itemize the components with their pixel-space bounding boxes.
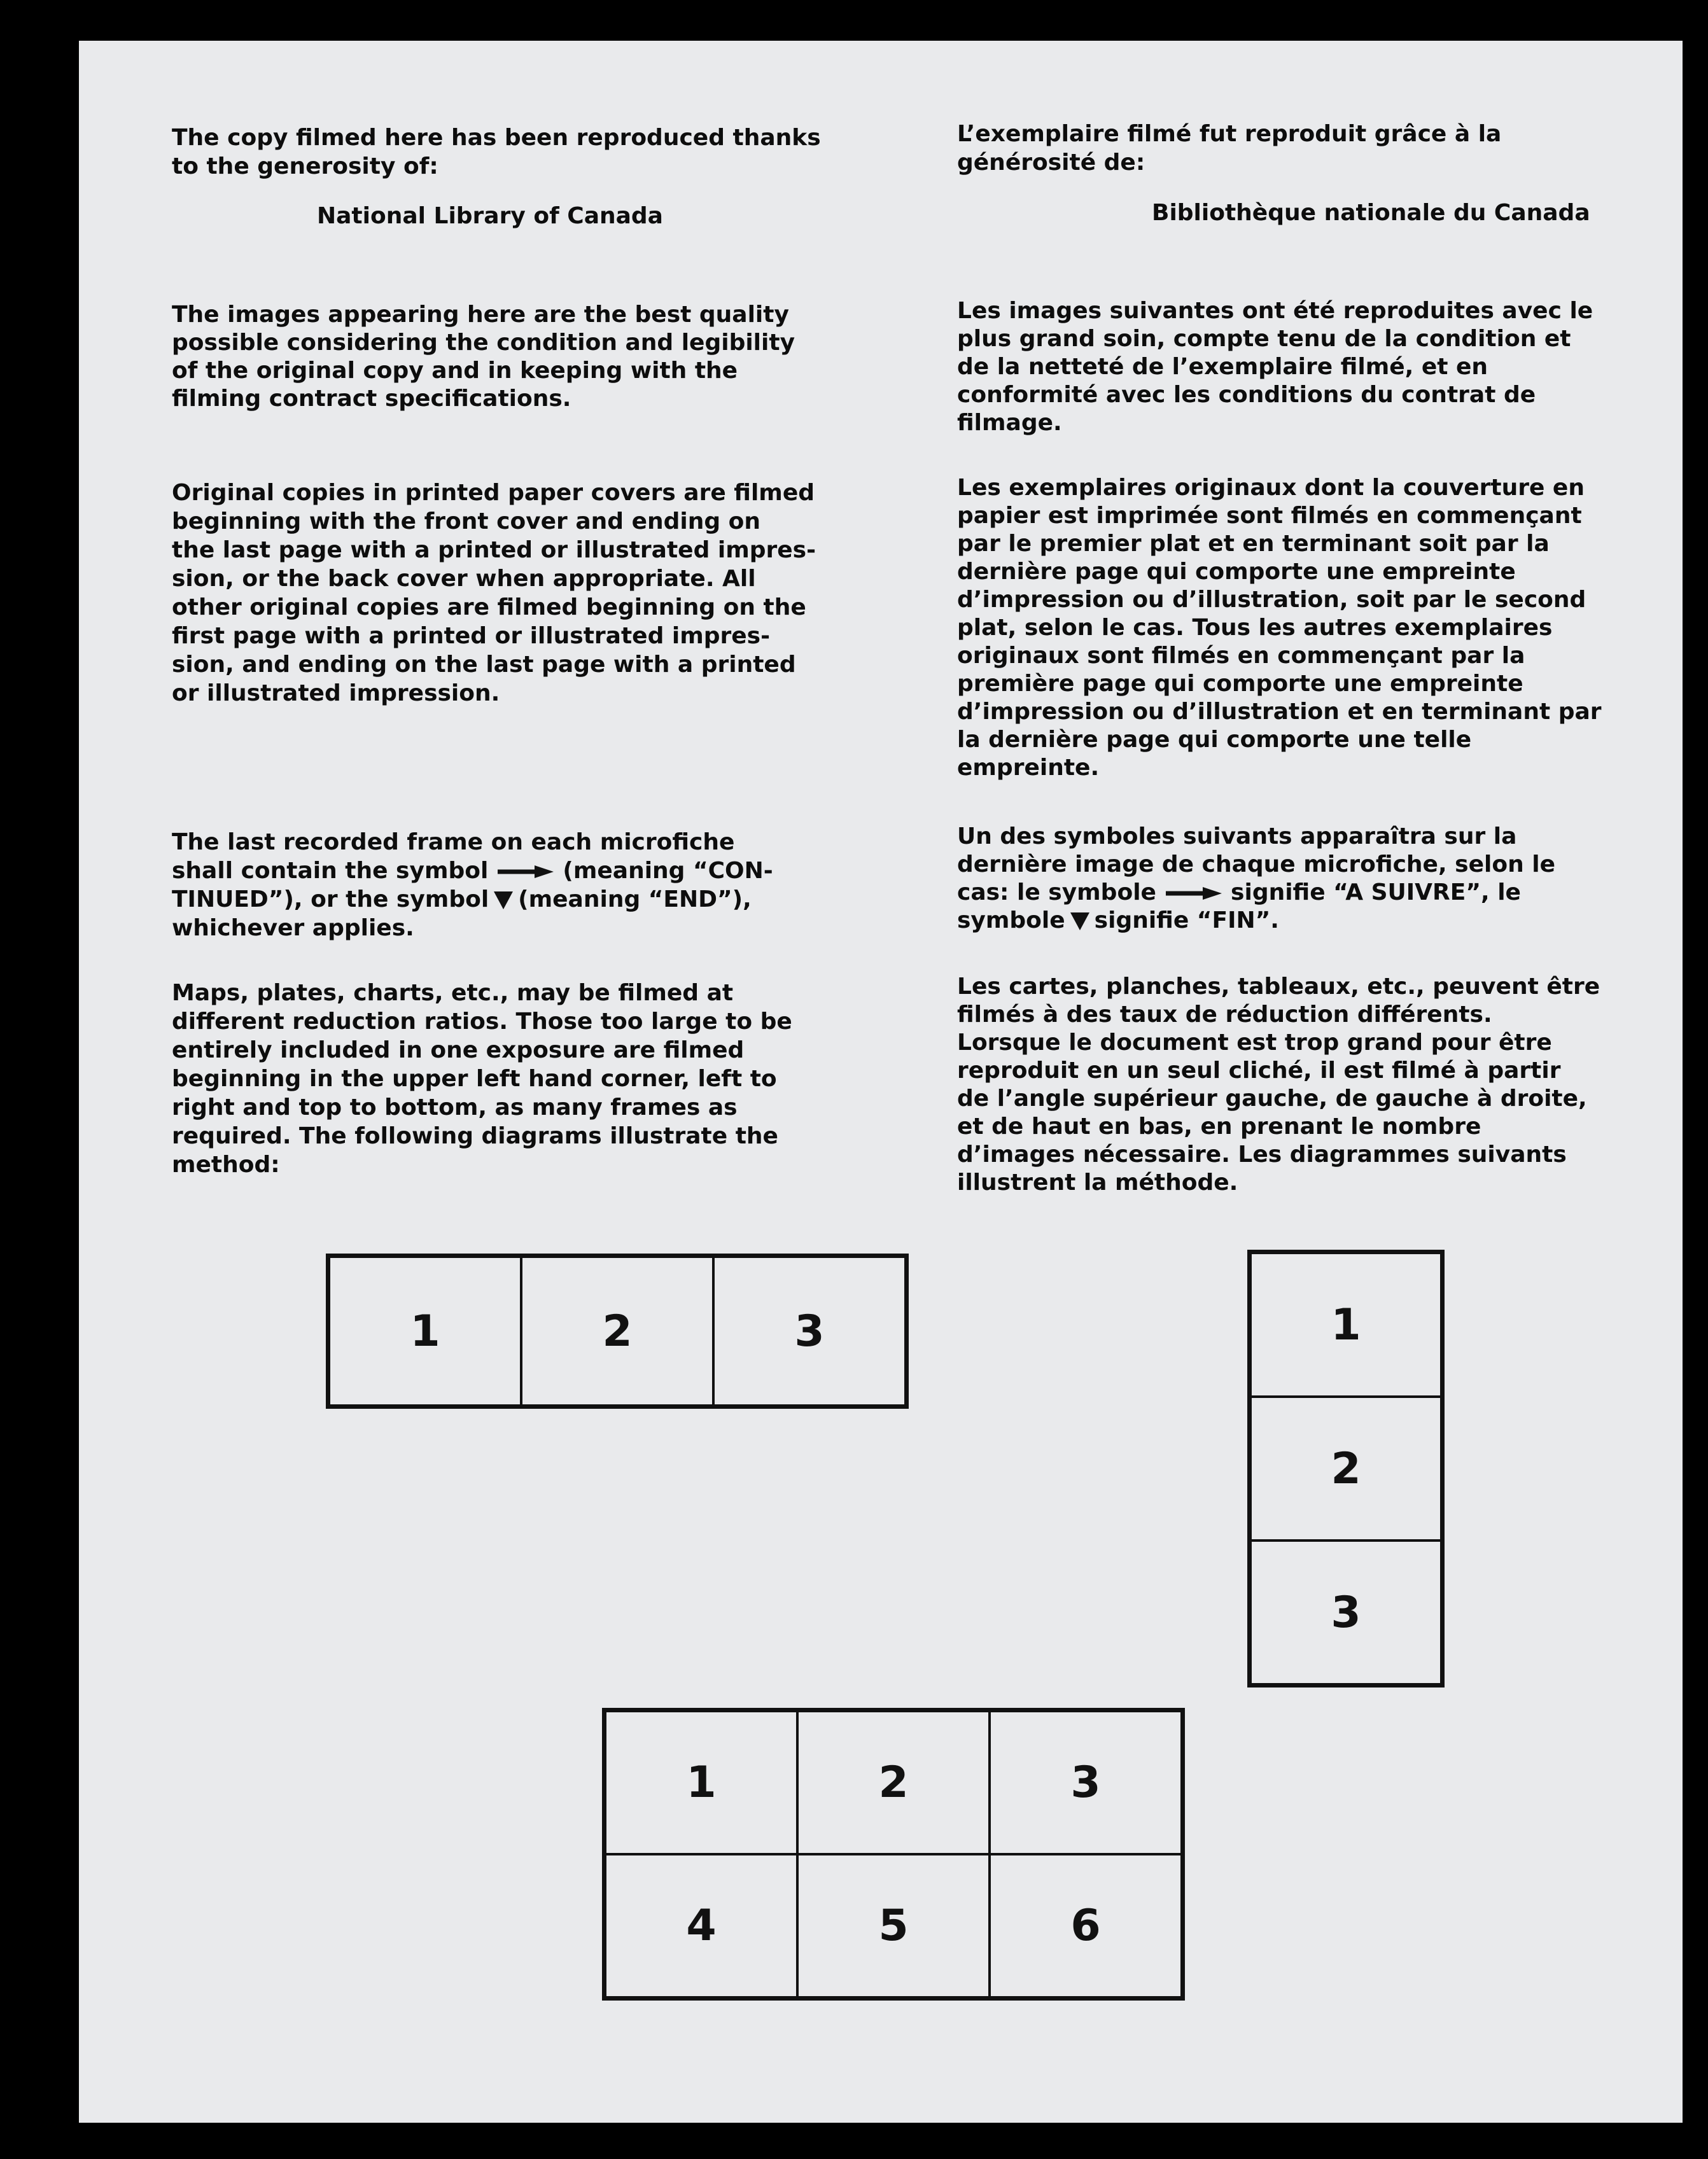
english-maps-line: entirely included in one exposure are filmed (172, 1037, 745, 1063)
english-thanks-line-1: The copy filmed here has been reproduced thanks (172, 125, 821, 151)
english-quality-line: filming contract specifications. (172, 386, 571, 412)
frame-cell: 1 (604, 1710, 799, 1855)
english-originals-line: or illustrated impression. (172, 680, 500, 706)
english-quality-line: possible considering the condition and legibility (172, 330, 795, 356)
french-originals-line: originaux sont filmés en commençant par la (957, 643, 1525, 669)
french-maps-line: Lorsque le document est trop grand pour être (957, 1030, 1552, 1056)
frame-cell: 3 (988, 1710, 1183, 1855)
frame-cell: 3 (1249, 1539, 1443, 1686)
horizontal-frames-diagram (326, 1254, 909, 1409)
french-originals-line: première page qui comporte une empreinte (957, 671, 1523, 697)
grid-frames-diagram (602, 1708, 1185, 2001)
french-originals-line: Les exemplaires originaux dont la couverture en (957, 475, 1585, 501)
french-originals-line: d’impression ou d’illustration et en terminant par (957, 699, 1602, 725)
english-originals-line: the last page with a printed or illustrated impres- (172, 537, 816, 563)
english-maps-line: Maps, plates, charts, etc., may be filmed at (172, 980, 734, 1006)
english-symbols-line (172, 885, 752, 914)
english-thanks-line-2: to the generosity of: (172, 153, 438, 179)
english-originals-line: beginning with the front cover and ending on (172, 508, 761, 535)
frame-cell: 1 (328, 1255, 522, 1407)
english-symbols-line: The last recorded frame on each microfiche (172, 829, 735, 855)
french-institution: Bibliothèque nationale du Canada (1152, 200, 1590, 226)
frame-cell: 2 (1249, 1395, 1443, 1542)
symbols-text: cas: le symbole (957, 879, 1156, 905)
french-symbols-line: dernière image de chaque microfiche, selon le (957, 851, 1556, 877)
english-maps-line: method: (172, 1152, 280, 1178)
english-maps-line: different reduction ratios. Those too large to be (172, 1009, 792, 1035)
french-maps-line: d’images nécessaire. Les diagrammes suivants (957, 1142, 1567, 1168)
right-arrow-icon (1165, 886, 1223, 901)
french-originals-line: la dernière page qui comporte une telle (957, 727, 1472, 753)
english-quality-line: The images appearing here are the best quality (172, 302, 789, 328)
symbols-text: symbole (957, 907, 1065, 933)
english-symbols-line: whichever applies. (172, 915, 414, 941)
english-maps-line: beginning in the upper left hand corner, left to (172, 1066, 777, 1092)
french-maps-line: reproduit en un seul cliché, il est filmé à partir (957, 1058, 1561, 1084)
down-triangle-icon (494, 891, 513, 909)
french-symbols-line: Un des symboles suivants apparaîtra sur la (957, 823, 1517, 849)
frame-cell: 5 (796, 1853, 991, 1999)
symbols-text: signifie “A SUIVRE”, le (1231, 879, 1521, 905)
french-thanks-line-2: générosité de: (957, 150, 1145, 176)
frame-cell: 1 (1249, 1252, 1443, 1398)
french-originals-line: plat, selon le cas. Tous les autres exemplaires (957, 615, 1553, 641)
english-originals-line: other original copies are filmed beginning on the (172, 594, 806, 620)
french-quality-line: filmage. (957, 410, 1062, 436)
french-quality-line: plus grand soin, compte tenu de la condition et (957, 326, 1571, 352)
english-originals-line: sion, and ending on the last page with a printed (172, 652, 796, 678)
french-maps-line: et de haut en bas, en prenant le nombre (957, 1114, 1481, 1140)
down-triangle-icon (1070, 912, 1089, 930)
french-originals-line: d’impression ou d’illustration, soit par le second (957, 587, 1586, 613)
french-maps-line: Les cartes, planches, tableaux, etc., peuvent être (957, 974, 1600, 1000)
french-quality-line: de la netteté de l’exemplaire filmé, et en (957, 354, 1488, 380)
frame-cell: 6 (988, 1853, 1183, 1999)
symbols-text: TINUED”), or the symbol (172, 886, 489, 912)
symbols-text: (meaning “END”), (518, 886, 752, 912)
english-maps-line: right and top to bottom, as many frames as (172, 1094, 738, 1121)
frame-cell: 2 (796, 1710, 991, 1855)
right-arrow-icon (496, 864, 555, 879)
french-quality-line: conformité avec les conditions du contrat de (957, 382, 1536, 408)
french-symbols-line (957, 906, 1279, 935)
french-originals-line: papier est imprimée sont filmés en commençant (957, 503, 1582, 529)
symbols-text: shall contain the symbol (172, 858, 489, 884)
french-maps-line: filmés à des taux de réduction différents. (957, 1002, 1492, 1028)
french-maps-line: de l’angle supérieur gauche, de gauche à droite, (957, 1086, 1587, 1112)
frame-cell: 4 (604, 1853, 799, 1999)
english-symbols-line (172, 856, 773, 885)
frame-cell: 3 (712, 1255, 907, 1407)
english-maps-line: required. The following diagrams illustrate the (172, 1123, 778, 1149)
english-originals-line: Original copies in printed paper covers are filmed (172, 480, 815, 506)
french-originals-line: empreinte. (957, 755, 1100, 781)
english-quality-line: of the original copy and in keeping with the (172, 358, 738, 384)
symbols-text: signifie “FIN”. (1094, 907, 1279, 933)
vertical-frames-diagram (1247, 1250, 1445, 1687)
french-originals-line: dernière page qui comporte une empreinte (957, 559, 1516, 585)
microfiche-target-sheet (79, 41, 1683, 2123)
english-institution: National Library of Canada (317, 203, 663, 229)
french-originals-line: par le premier plat et en terminant soit par la (957, 531, 1550, 557)
french-quality-line: Les images suivantes ont été reproduites avec le (957, 298, 1593, 324)
symbols-text: (meaning “CON- (563, 858, 773, 884)
english-originals-line: sion, or the back cover when appropriate. All (172, 566, 756, 592)
english-originals-line: first page with a printed or illustrated impres- (172, 623, 771, 649)
french-thanks-line-1: L’exemplaire filmé fut reproduit grâce à la (957, 121, 1502, 147)
frame-cell: 2 (520, 1255, 715, 1407)
french-maps-line: illustrent la méthode. (957, 1170, 1238, 1196)
french-symbols-line (957, 878, 1521, 907)
